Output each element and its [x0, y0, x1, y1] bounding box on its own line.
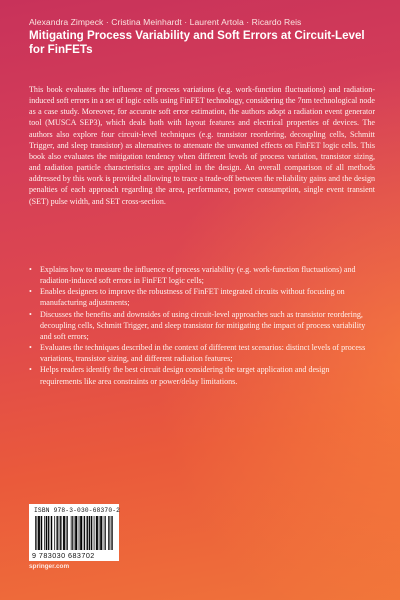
list-item-text: Helps readers identify the best circuit design considering the target application and design requirements like area constraints or power/delay limitations. — [40, 365, 330, 386]
barcode-number: 9 783030 683702 — [32, 551, 95, 560]
isbn-label: ISBN 978-3-030-68370-2 — [34, 507, 121, 514]
list-item — [29, 342, 371, 364]
list-item — [29, 364, 371, 386]
list-item — [29, 309, 371, 342]
list-item — [29, 264, 371, 286]
author-list: Alexandra Zimpeck · Cristina Meinhardt · Laurent Artola · Ricardo Reis — [29, 17, 302, 27]
book-summary: This book evaluates the influence of process variations (e.g. work-function fluctuations) and radiation-induced soft errors in a set of logic cells using FinFET technology, considering the 7nm technological node as a case study. Moreover, for accurate soft error estimation, the authors adopt a radiation event generator tool (MUSCA SEP3), which deals both with layout features and electrical properties of devices. The authors also explore four circuit-level techniques (e.g. transistor reordering, decoupling cells, Schmitt Trigger, and sleep transistor) as alternatives to attenuate the unwanted effects on FinFET logic cells. This book also evaluates the mitigation tendency when different levels of process variation, transistor sizing, and radiation particle characteristics are applied in the design. An overall comparison of all methods addressed by this work is provided allowing to trace a trade-off between the reliability gains and the design penalties of each approach regarding the area, performance, power consumption, single event transient (SET) pulse width, and SET cross-section. — [29, 85, 375, 206]
book-title: Mitigating Process Variability and Soft Errors at Circuit-Level for FinFETs — [29, 29, 365, 57]
list-item-text: Enables designers to improve the robustness of FinFET integrated circuits without focusing on manufacturing adjustments; — [40, 287, 345, 308]
list-item — [29, 286, 371, 308]
bullet-icon: • — [29, 287, 32, 297]
bullet-icon: • — [29, 365, 32, 375]
list-item-text: Discusses the benefits and downsides of using circuit-level approaches such as transistor reordering, decoupling cells, Schmitt Trigger, and sleep transistor for mitigating the impact of process variability and soft errors; — [40, 309, 366, 341]
list-item-text: Explains how to measure the influence of process variability (e.g. work-function fluctuations) and radiation-induced soft errors in FinFET logic cells; — [40, 265, 356, 286]
publisher-website: springer.com — [29, 563, 70, 570]
highlights-list — [29, 264, 371, 387]
bullet-icon: • — [29, 265, 32, 274]
barcode-icon — [35, 516, 113, 550]
bullet-icon: • — [29, 343, 32, 353]
barcode-box — [29, 504, 119, 561]
bullet-icon: • — [29, 309, 32, 319]
list-item-text: Evaluates the techniques described in the context of different test scenarios: distinct levels of process variations, transistor sizing, and different radiation features; — [40, 343, 366, 364]
